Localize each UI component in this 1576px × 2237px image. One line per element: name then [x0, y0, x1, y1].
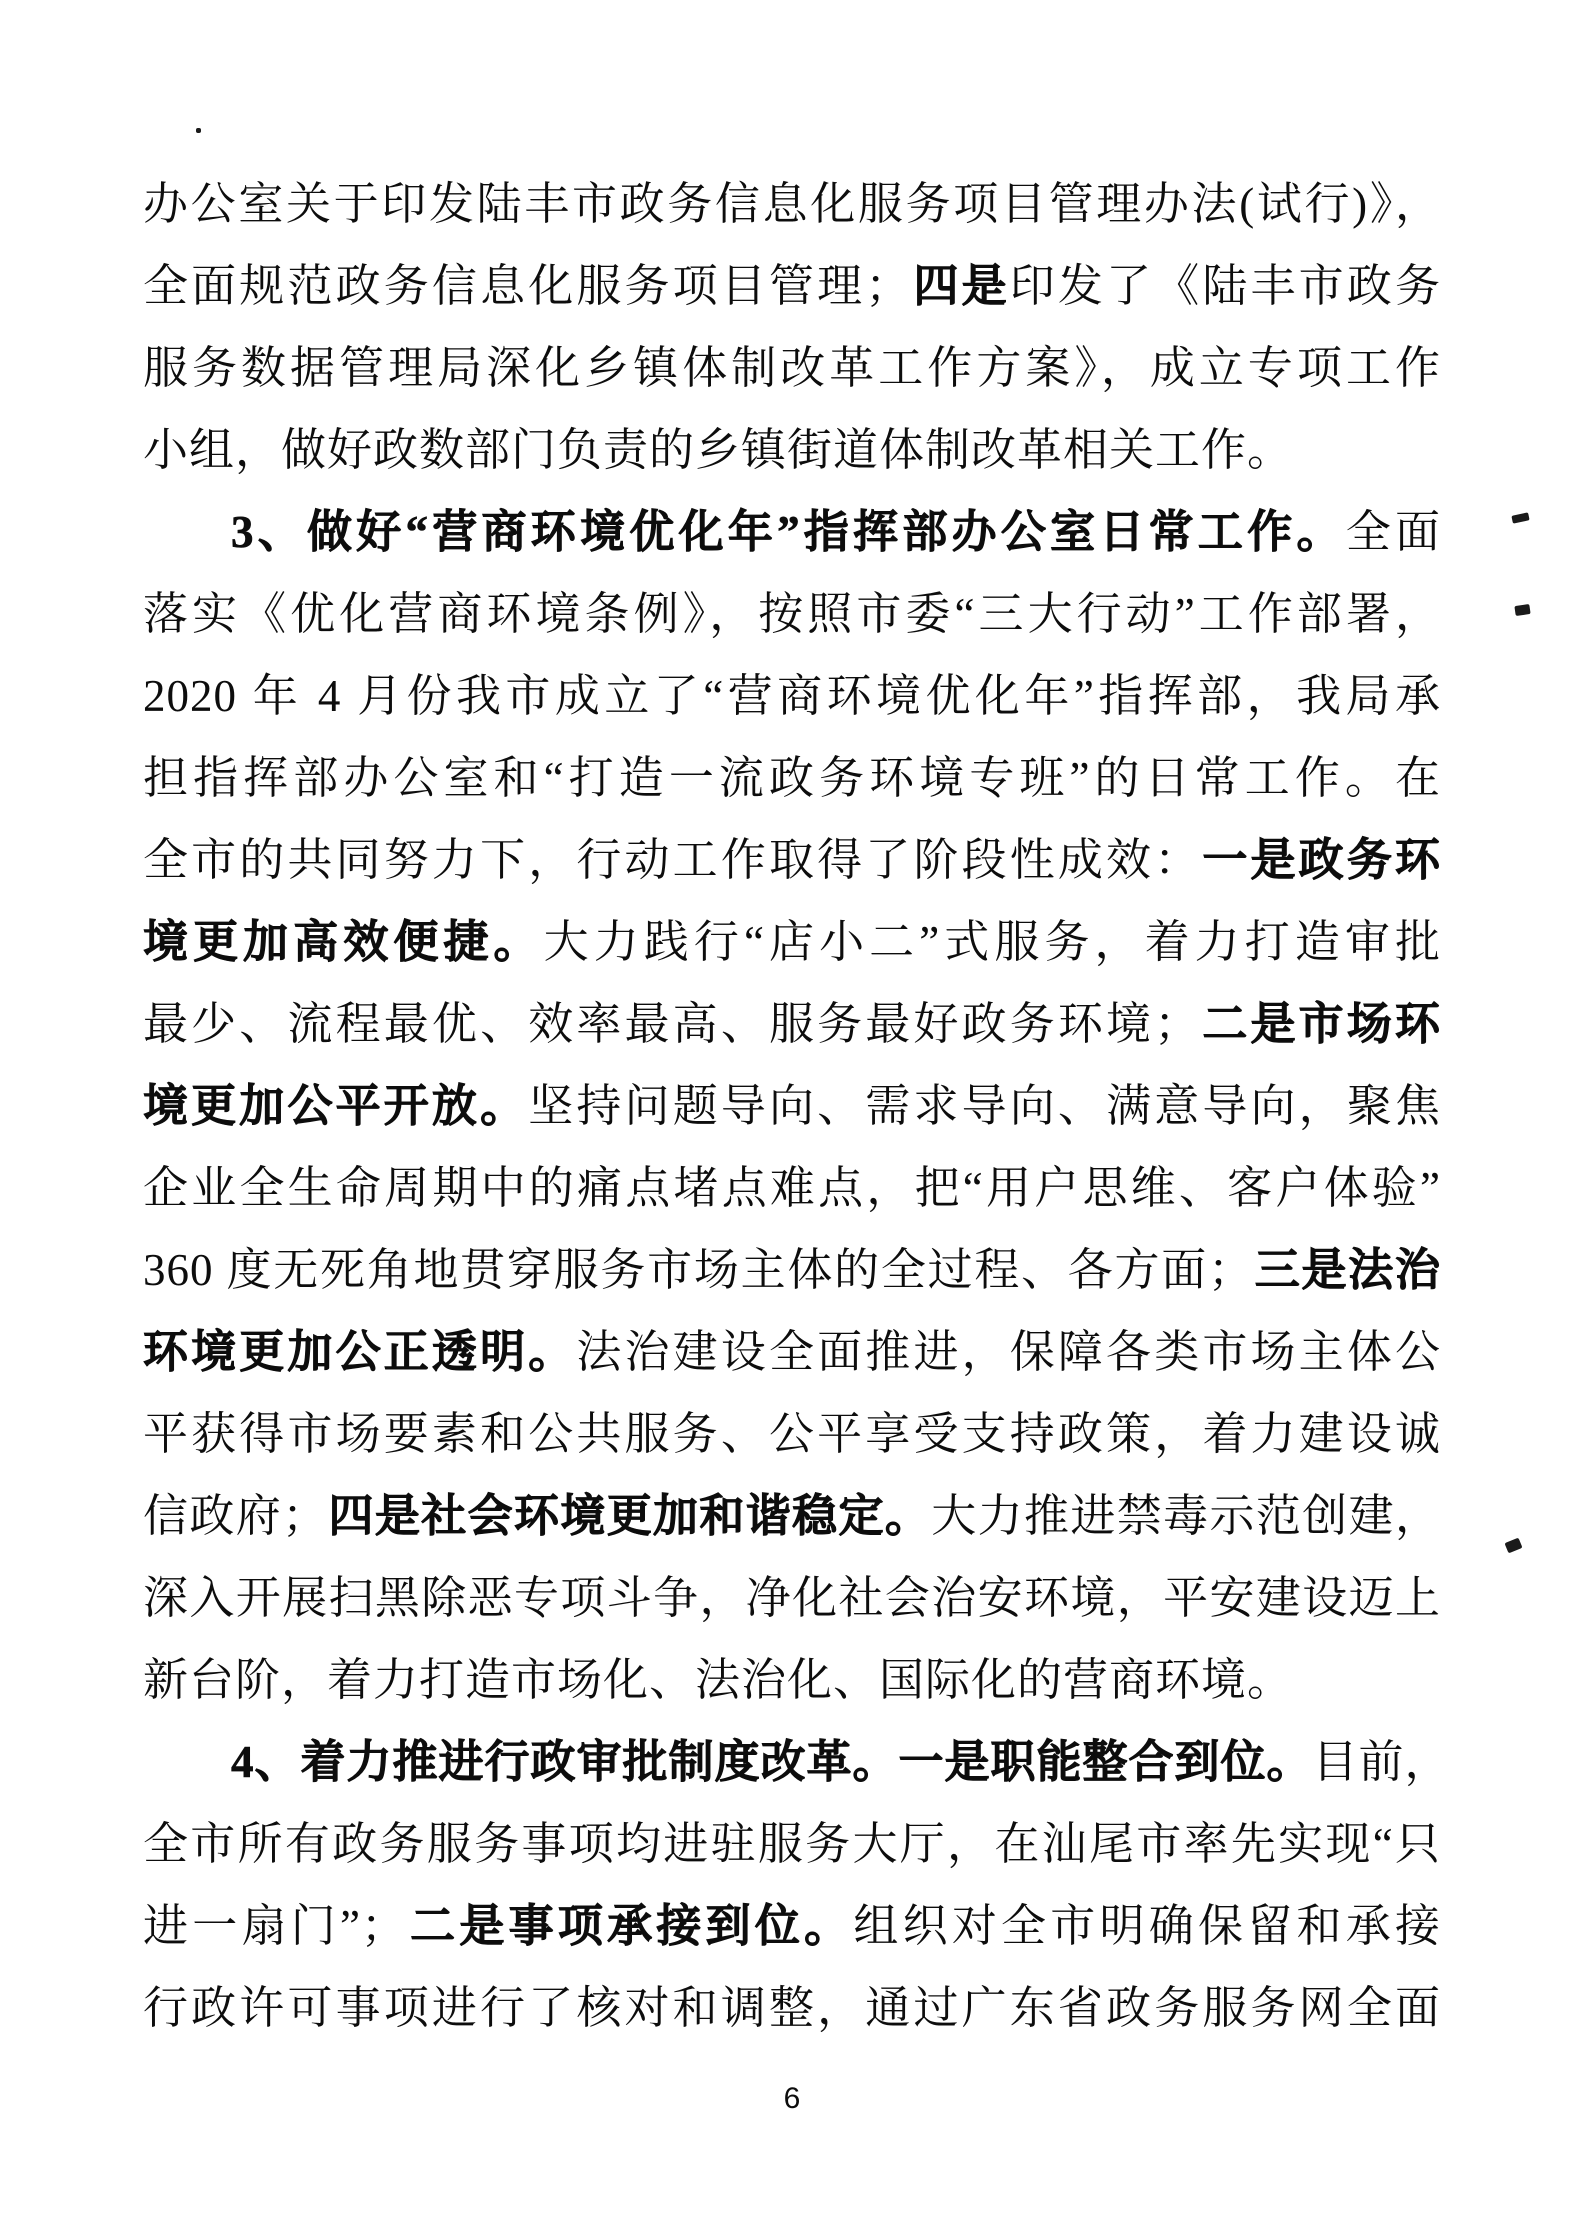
ink-speck — [196, 128, 201, 133]
text-line — [143, 901, 1441, 983]
text-line — [143, 327, 1441, 409]
text-segment: 最少、流程最优、效率最高、服务最好政务环境； — [143, 999, 1201, 1049]
text-segment: 360 度无死角地贯穿服务市场主体的全过程、各方面； — [143, 1245, 1255, 1295]
text-segment: 服务数据管理局深化乡镇体制改革工作方案》，成立专项工作 — [143, 343, 1441, 393]
text-segment: 担指挥部办公室和“打造一流政务环境专班”的日常工作。在 — [143, 753, 1441, 803]
text-segment: 大力推进禁毒示范创建， — [931, 1491, 1441, 1541]
text-line — [143, 1721, 1451, 1803]
text-segment: 目前， — [1312, 1737, 1451, 1787]
ink-speck — [1511, 512, 1529, 523]
text-segment: 办公室关于印发陆丰市政务信息化服务项目管理办法(试行)》， — [143, 179, 1441, 229]
text-line — [143, 1147, 1441, 1229]
text-line — [143, 655, 1441, 737]
text-line — [143, 491, 1441, 573]
text-segment: 全市的共同努力下，行动工作取得了阶段性成效： — [143, 835, 1203, 885]
bold-text-segment: 四是 — [911, 261, 1010, 311]
text-line — [143, 983, 1441, 1065]
text-segment: 深入开展扫黑除恶专项斗争，净化社会治安环境，平安建设迈上 — [143, 1573, 1441, 1623]
text-segment: 小组，做好政数部门负责的乡镇街道体制改革相关工作。 — [143, 425, 1294, 475]
bold-text-segment: 境更加公平开放。 — [143, 1081, 529, 1131]
text-segment: 全市所有政务服务事项均进驻服务大厅，在汕尾市率先实现“只 — [143, 1819, 1441, 1869]
bold-text-segment: 二是市场环 — [1200, 999, 1441, 1049]
text-line — [143, 1803, 1441, 1885]
text-segment: 坚持问题导向、需求导向、满意导向，聚焦 — [528, 1081, 1441, 1131]
text-segment: 平获得市场要素和公共服务、公平享受支持政策，着力建设诚 — [143, 1409, 1441, 1459]
text-line — [143, 1229, 1441, 1311]
text-segment: 落实《优化营商环境条例》，按照市委“三大行动”工作部署， — [143, 589, 1441, 639]
text-line — [143, 1393, 1441, 1475]
text-segment: 法治建设全面推进，保障各类市场主体公 — [576, 1327, 1441, 1377]
bold-text-segment: 四是社会环境更加和谐稳定。 — [328, 1491, 932, 1541]
text-segment: 全面规范政务信息化服务项目管理； — [143, 261, 912, 311]
text-segment: 新台阶，着力打造市场化、法治化、国际化的营商环境。 — [143, 1655, 1294, 1705]
text-line — [143, 1557, 1441, 1639]
text-line — [143, 737, 1441, 819]
text-segment: 全面 — [1345, 507, 1441, 557]
bold-text-segment: 境更加高效便捷。 — [143, 917, 544, 967]
text-segment: 企业全生命周期中的痛点堵点难点，把“用户思维、客户体验” — [143, 1163, 1441, 1213]
bold-text-segment: 一是政务环 — [1202, 835, 1441, 885]
text-line — [143, 163, 1441, 245]
bold-text-segment: 3、做好“营商环境优化年”指挥部办公室日常工作。 — [231, 507, 1346, 557]
text-line — [143, 1065, 1441, 1147]
bold-text-segment: 三是法治 — [1254, 1245, 1441, 1295]
bold-text-segment: 4、着力推进行政审批制度改革。一是职能整合到位。 — [231, 1737, 1313, 1787]
text-segment: 印发了《陆丰市政务 — [1009, 261, 1441, 311]
body-text — [143, 163, 1451, 2049]
text-segment: 2020 年 4 月份我市成立了“营商环境优化年”指挥部，我局承 — [143, 671, 1441, 721]
text-segment: 进一扇门”； — [143, 1901, 407, 1951]
text-line — [143, 1311, 1441, 1393]
text-line — [143, 409, 1441, 491]
page-number: 6 — [783, 2082, 801, 2115]
text-line — [143, 1475, 1441, 1557]
ink-speck — [1504, 1538, 1522, 1554]
bold-text-segment: 二是事项承接到位。 — [406, 1901, 854, 1951]
bold-text-segment: 环境更加公正透明。 — [143, 1327, 577, 1377]
text-line — [143, 1967, 1441, 2049]
text-segment: 行政许可事项进行了核对和调整，通过广东省政务服务网全面 — [143, 1983, 1441, 2033]
text-line — [143, 819, 1441, 901]
text-segment: 组织对全市明确保留和承接 — [853, 1901, 1441, 1951]
text-segment: 信政府； — [143, 1491, 329, 1541]
text-line — [143, 1639, 1441, 1721]
text-line — [143, 1885, 1441, 1967]
text-line — [143, 245, 1441, 327]
ink-speck — [1514, 604, 1530, 616]
text-line — [143, 573, 1441, 655]
text-segment: 大力践行“店小二”式服务，着力打造审批 — [543, 917, 1441, 967]
